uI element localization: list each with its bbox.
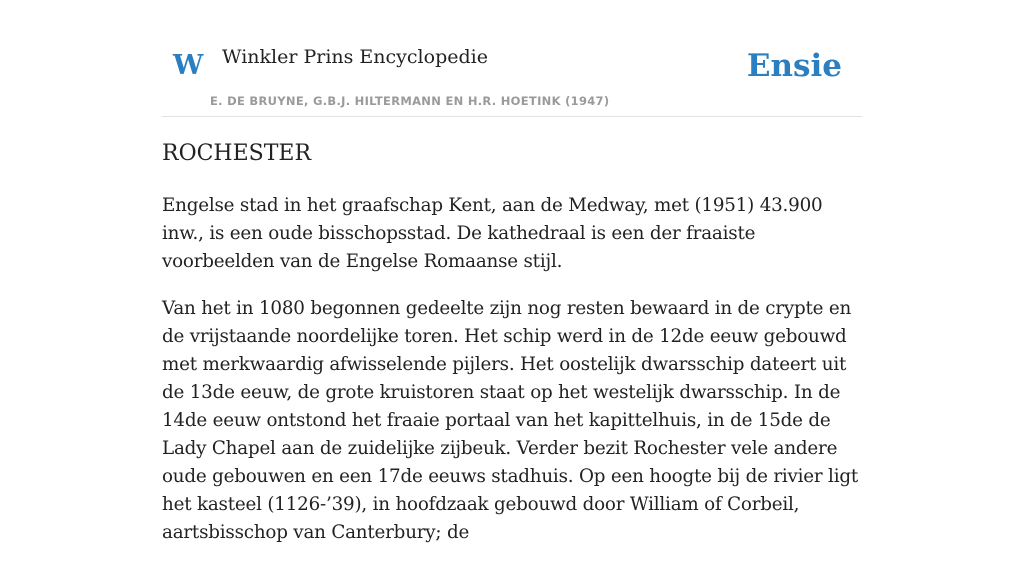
ensie-logo[interactable]: Ensie <box>746 48 842 84</box>
article-title: ROCHESTER <box>162 141 312 166</box>
article-paragraph-2: Van het in 1080 begonnen gedeelte zijn nog resten bewaard in de crypte en de vrijstaande noordelijke toren. Het schip werd in de 12de eeuw gebouwd met merkwaardig afwisselende pijlers. Het oostelijk dwarsschip dateert uit de 13de eeuw, de grote kruistoren staat op het westelijk dwarsschip. In de 14de eeuw ontstond het fraaie portaal van het kapittelhuis, in de 15de de Lady Chapel aan de zuidelijke zijbeuk. Verder bezit Rochester vele andere oude gebouwen en een 17de eeuws stadhuis. Op een hoogte bij de rivier ligt het kasteel (1126-’39), in hoofdzaak gebouwd door William of Corbeil, aartsbisschop van Canterbury; de <box>162 298 858 543</box>
source-authors: E. DE BRUYNE, G.B.J. HILTERMANN EN H.R. HOETINK (1947) <box>210 94 610 108</box>
source-title[interactable]: Winkler Prins Encyclopedie <box>222 46 488 68</box>
article-paragraph-1: Engelse stad in het graafschap Kent, aan de Medway, met (1951) 43.900 inw., is een oude bisschopsstad. De kathedraal is een der fraaiste voorbeelden van de Engelse Romaanse stijl. <box>162 195 823 272</box>
source-header <box>162 40 862 117</box>
winkler-prins-logo[interactable]: W <box>173 50 204 81</box>
article-body <box>162 192 862 566</box>
